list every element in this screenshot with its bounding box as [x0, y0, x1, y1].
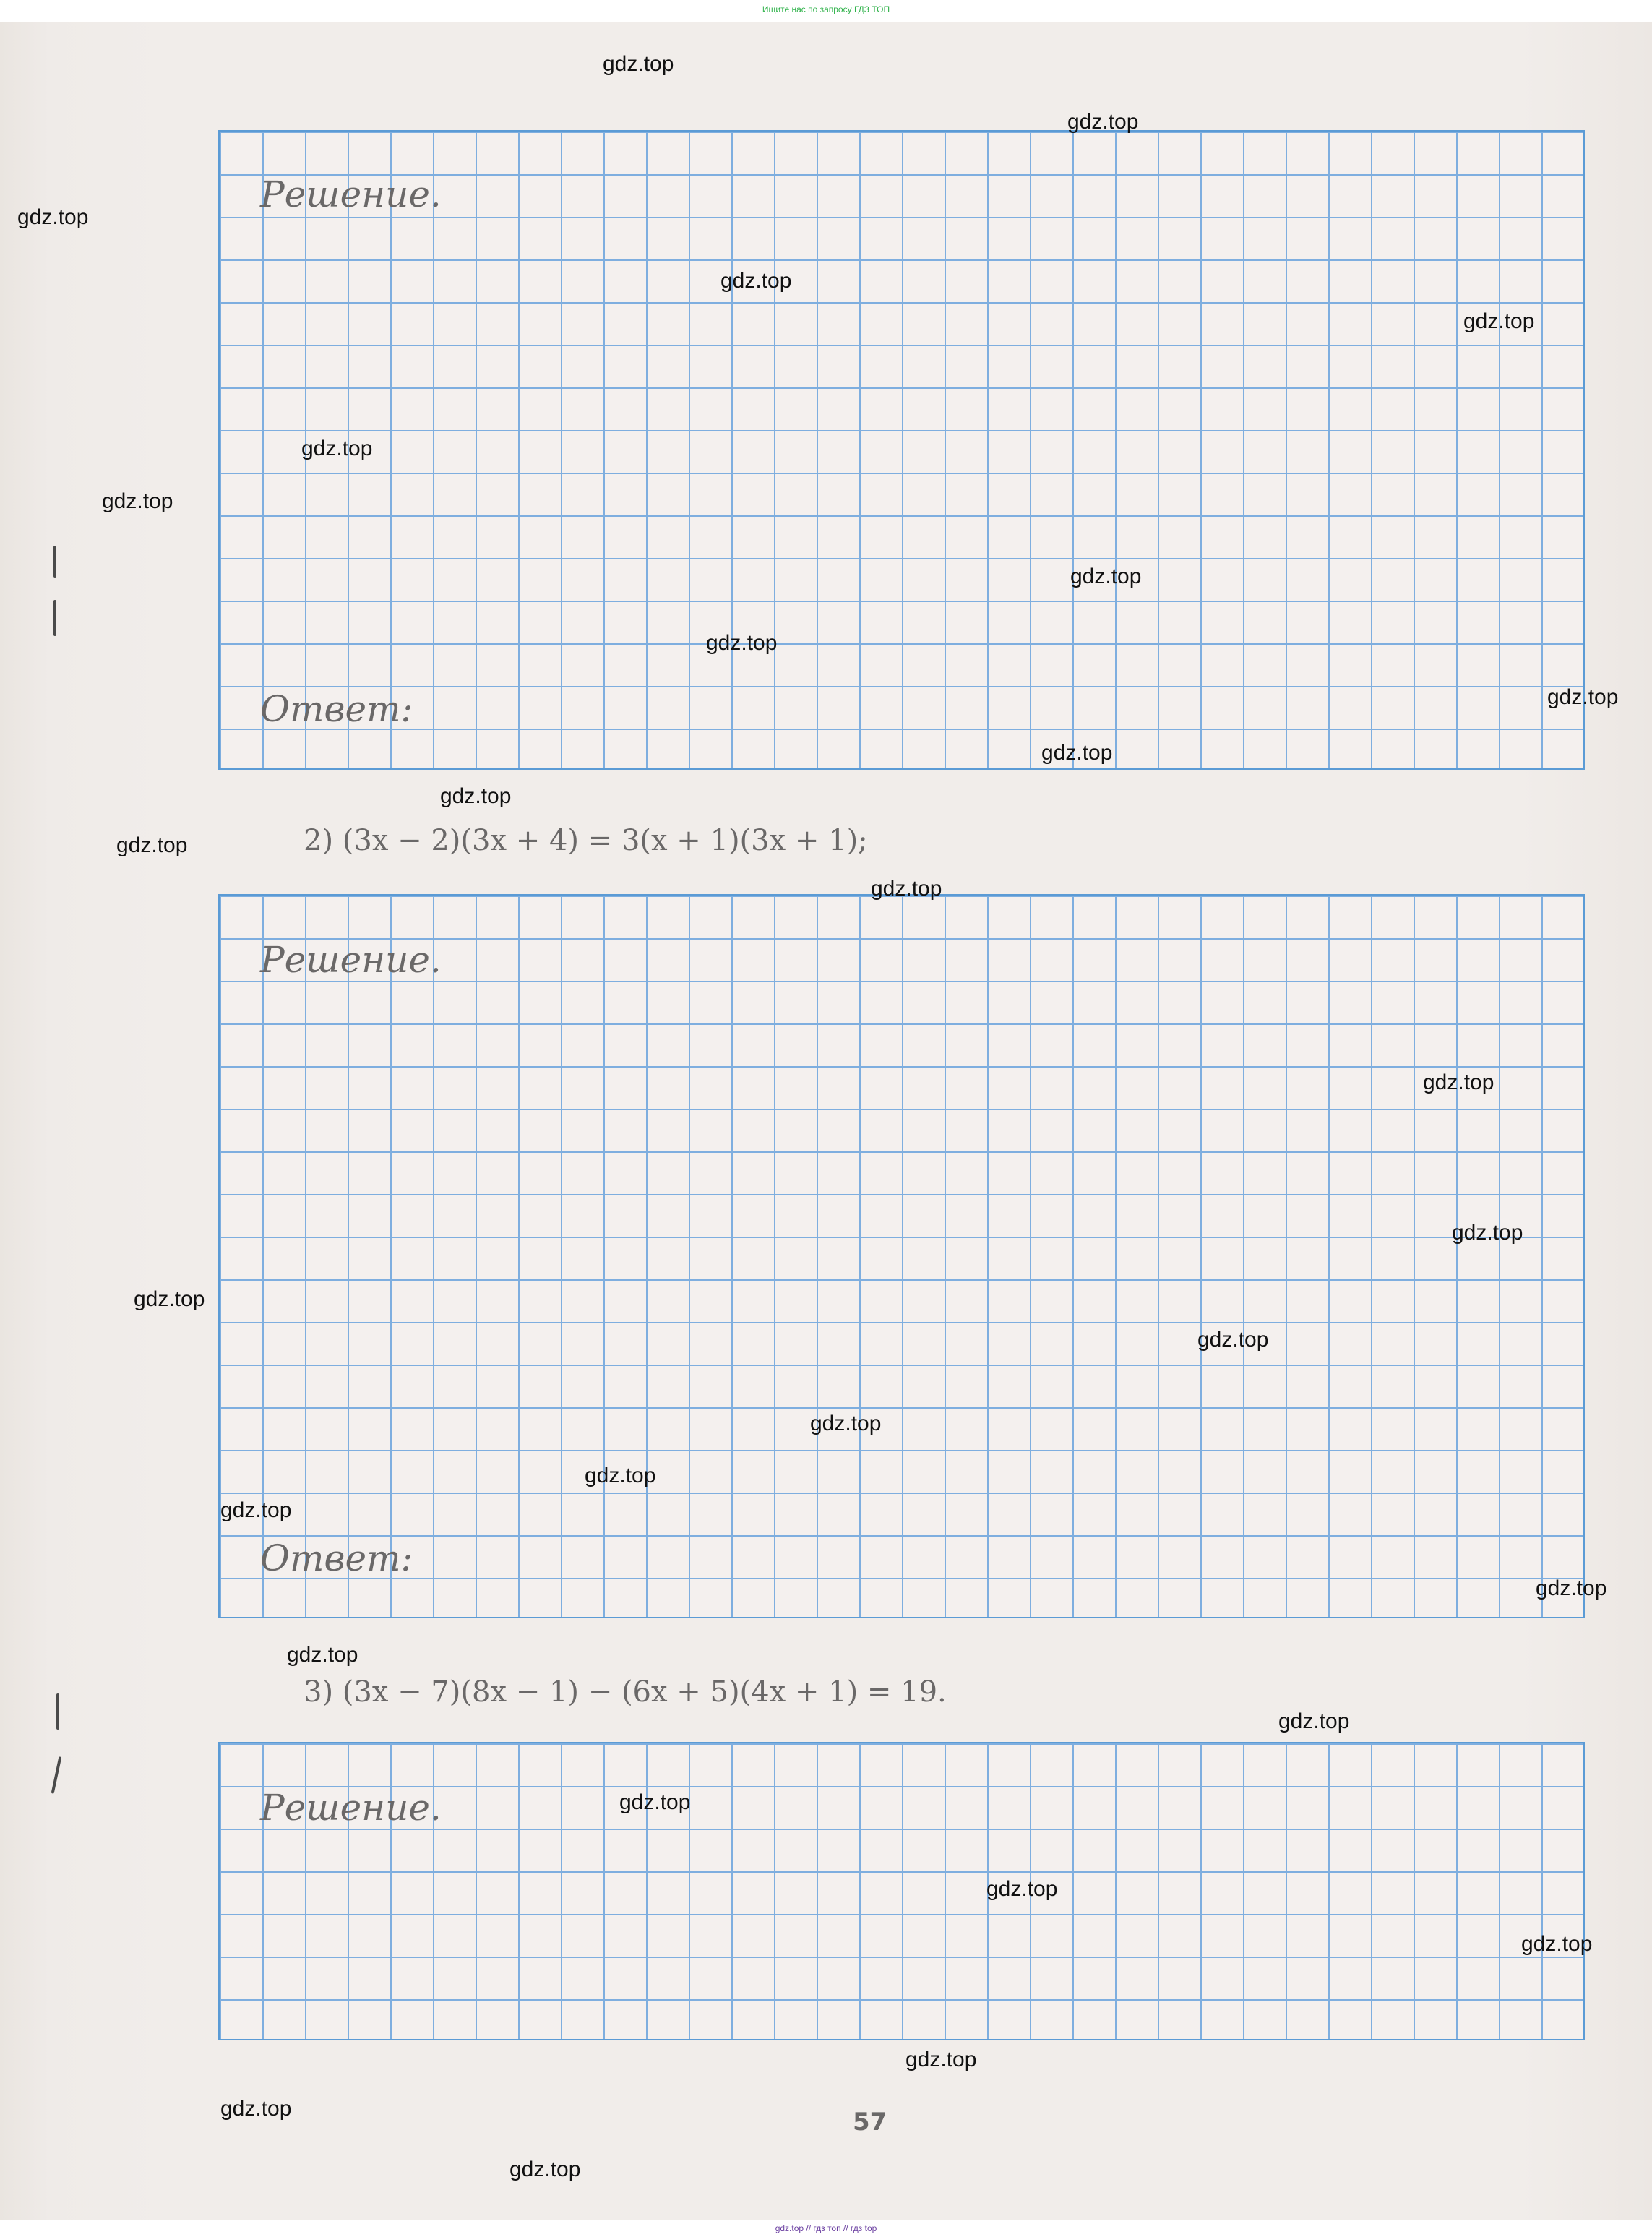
page-number: 57 — [853, 2108, 887, 2137]
equation-3: 3) (3x − 7)(8x − 1) − (6x + 5)(4x + 1) = 19. — [304, 1675, 947, 1709]
watermark: gdz.top — [301, 437, 373, 460]
solution-label: Решение. — [260, 173, 442, 215]
watermark: gdz.top — [509, 2157, 581, 2181]
binding-mark — [53, 546, 56, 578]
watermark: gdz.top — [706, 631, 778, 655]
watermark: gdz.top — [1536, 1576, 1607, 1600]
workbook-page — [0, 22, 1652, 2220]
watermark: gdz.top — [905, 2048, 977, 2071]
binding-mark — [53, 600, 56, 636]
watermark: gdz.top — [1197, 1328, 1269, 1352]
binding-mark — [56, 1693, 59, 1730]
solution-grid-1[interactable] — [218, 130, 1585, 770]
watermark: gdz.top — [1067, 110, 1139, 134]
watermark: gdz.top — [440, 784, 512, 808]
watermark: gdz.top — [1278, 1709, 1350, 1733]
watermark: gdz.top — [871, 877, 942, 901]
watermark: gdz.top — [116, 833, 188, 857]
solution-grid-2[interactable] — [218, 894, 1585, 1618]
watermark: gdz.top — [1547, 685, 1619, 709]
watermark: gdz.top — [287, 1643, 358, 1667]
watermark: gdz.top — [810, 1412, 882, 1435]
watermark: gdz.top — [1521, 1932, 1593, 1956]
watermark: gdz.top — [134, 1287, 205, 1311]
bottom-banner-text: gdz.top // гдз топ // гдз top — [775, 2223, 877, 2233]
solution-grid-3[interactable] — [218, 1742, 1585, 2040]
answer-label: Ответ: — [260, 688, 413, 730]
answer-label: Ответ: — [260, 1537, 413, 1579]
solution-label: Решение. — [260, 1787, 442, 1829]
watermark: gdz.top — [603, 52, 674, 76]
binding-mark — [51, 1756, 62, 1794]
watermark: gdz.top — [1423, 1070, 1494, 1094]
top-banner-text: Ищите нас по запросу ГДЗ ТОП — [762, 4, 890, 14]
watermark: gdz.top — [986, 1877, 1058, 1901]
watermark: gdz.top — [585, 1464, 656, 1487]
watermark: gdz.top — [220, 1498, 292, 1522]
watermark: gdz.top — [1070, 564, 1142, 588]
watermark: gdz.top — [619, 1790, 691, 1814]
equation-2: 2) (3x − 2)(3x + 4) = 3(x + 1)(3x + 1); — [304, 824, 868, 857]
watermark: gdz.top — [17, 205, 89, 229]
bottom-banner — [0, 2220, 1652, 2237]
watermark: gdz.top — [1041, 741, 1113, 765]
top-banner — [0, 0, 1652, 22]
watermark: gdz.top — [220, 2097, 292, 2121]
watermark: gdz.top — [1463, 309, 1535, 333]
solution-label: Решение. — [260, 939, 442, 981]
watermark: gdz.top — [720, 269, 792, 293]
watermark: gdz.top — [1452, 1221, 1523, 1245]
watermark: gdz.top — [102, 489, 173, 513]
